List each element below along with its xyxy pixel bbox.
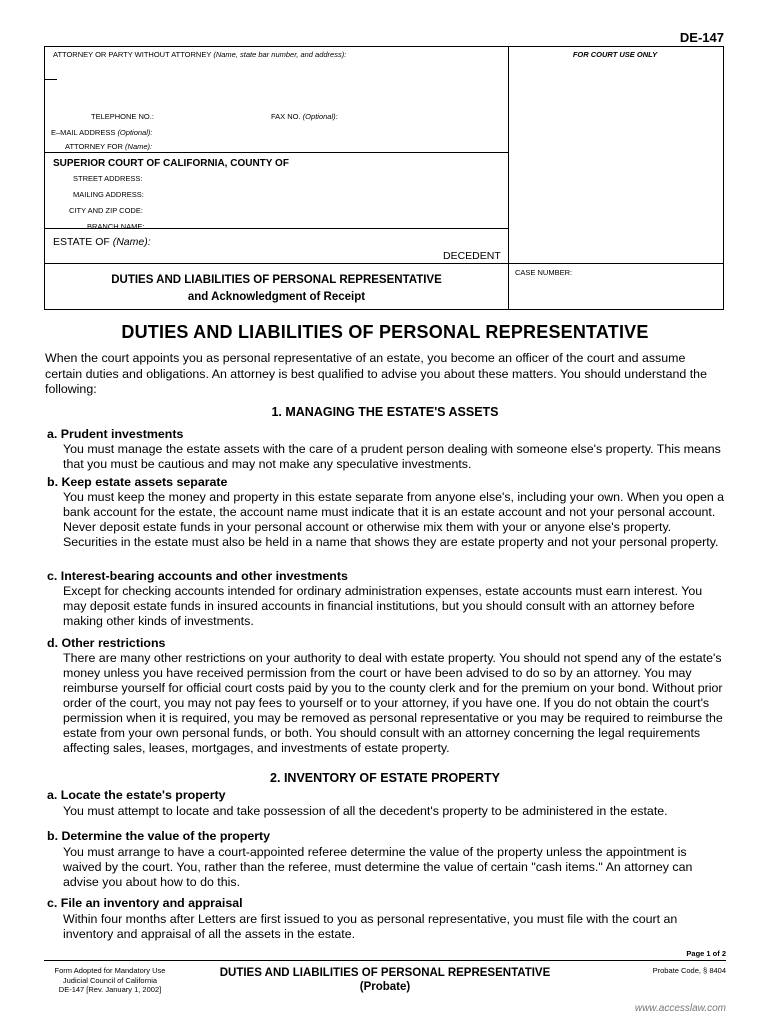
caption-divider-title — [45, 263, 723, 264]
court-use-label: FOR COURT USE ONLY — [572, 50, 658, 59]
item-1d-label: d. Other restrictions — [47, 636, 166, 650]
email-hint: (Optional): — [117, 128, 153, 137]
footer-adopted-2: Judicial Council of California — [62, 975, 158, 985]
caption-title — [45, 272, 508, 306]
section2-heading: 2. INVENTORY OF ESTATE PROPERTY — [270, 771, 500, 785]
footer-title — [190, 966, 580, 994]
footer-title-1: DUTIES AND LIABILITIES OF PERSONAL REPRESENTATIVE — [219, 967, 551, 979]
caption-divider-attorney — [45, 152, 508, 153]
item-2a-text: You must attempt to locate and take possession of all the decedent's property to be administered in the estate. — [63, 804, 668, 818]
section1-heading: 1. MANAGING THE ESTATE'S ASSETS — [271, 405, 499, 419]
case-number-label: CASE NUMBER: — [515, 268, 573, 277]
footer-adopted-1: Form Adopted for Mandatory Use — [54, 966, 166, 975]
item-1a-label: a. Prudent investments — [47, 427, 184, 441]
page-number: Page 1 of 2 — [686, 949, 726, 958]
caption-title-line1: DUTIES AND LIABILITIES OF PERSONAL REPRESENTATIVE — [111, 274, 442, 286]
attorney-for-hint: (Name): — [125, 142, 153, 151]
caption-title-line2: and Acknowledgment of Receipt — [187, 291, 366, 303]
item-1c-text: Except for checking accounts intended for ordinary administration expenses, estate accounts must earn interest. You may deposit estate funds in insured accounts in financial institutions, but you should consult with an attorney before making other kinds of investments. — [63, 584, 703, 628]
footer-code: Probate Code, § 8404 — [652, 966, 726, 975]
court-name: SUPERIOR COURT OF CALIFORNIA, COUNTY OF — [53, 158, 289, 169]
estate-of-label — [53, 236, 151, 248]
footer-adopted-3: DE-147 [Rev. January 1, 2002] — [58, 985, 162, 994]
fax-label — [271, 112, 338, 121]
footer-title-2: (Probate) — [359, 981, 411, 993]
item-1b-text: You must keep the money and property in this estate separate from anyone else's, including your own. When you open a bank account for the estate, the account name must indicate that it is an estate account and not your personal account. Never deposit estate funds in your personal account or otherwise mix them with your or anyone else's property. Securities in the estate must also be held in a name that shows they are estate property and not your personal property. — [63, 490, 725, 549]
caption-box — [44, 46, 724, 310]
item-2c-label: c. File an inventory and appraisal — [47, 896, 243, 910]
item-2b-label: b. Determine the value of the property — [47, 829, 271, 843]
attorney-label — [53, 50, 346, 59]
mailing-label: MAILING ADDRESS: — [73, 190, 144, 199]
item-2b-text: You must arrange to have a court-appointed referee determine the value of the property unless the appointment is waived by the court. You, rather than the referee, must determine the value of certain "cash items." An attorney can advise you about how to do this. — [63, 845, 693, 889]
attorney-for-text: ATTORNEY FOR — [65, 142, 123, 151]
intro-paragraph: When the court appoints you as personal representative of an estate, you become an officer of the court and assume certain duties and obligations. An attorney is best qualified to advise you about these matters. You should understand the following: — [45, 351, 707, 396]
footer-adoption — [40, 966, 180, 995]
branch-label: BRANCH NAME: — [87, 222, 145, 231]
page-title: DUTIES AND LIABILITIES OF PERSONAL REPRESENTATIVE — [121, 322, 649, 342]
item-1a-text: You must manage the estate assets with the care of a prudent person dealing with someone else's property. This means that you must be cautious and may not make any speculative investments. — [63, 442, 721, 471]
attorney-hint: (Name, state bar number, and address): — [213, 50, 347, 59]
attorney-dash — [45, 79, 57, 80]
attorney-for-label — [65, 142, 152, 151]
item-2a-label: a. Locate the estate's property — [47, 788, 226, 802]
item-1d-text: There are many other restrictions on your authority to deal with estate property. You should not spend any of the estate's money unless you have received permission from the court or have been advised to do so by an attorney. You may reimburse yourself for official court costs paid by you to the county clerk and for the premium on your bond. Without prior order of the court, you may not pay fees to yourself or to your attorney, if you have one. If you do not obtain the court's permission when it is required, you may be removed as personal representative or you may be required to reimburse the estate from your own personal funds, or both. You should consult with an attorney concerning the legal requirements affecting sales, leases, mortgages, and investments of estate property. — [63, 651, 723, 755]
attorney-label-text: ATTORNEY OR PARTY WITHOUT ATTORNEY — [53, 50, 212, 59]
caption-divider-vertical — [508, 47, 509, 310]
email-label-text: E–MAIL ADDRESS — [51, 128, 116, 137]
fax-label-text: FAX NO. — [271, 112, 301, 121]
item-1c-label: c. Interest-bearing accounts and other investments — [47, 569, 348, 583]
fax-hint: (Optional): — [302, 112, 338, 121]
item-1b-label: b. Keep estate assets separate — [47, 475, 228, 489]
city-label: CITY AND ZIP CODE: — [69, 206, 143, 215]
footer-rule — [44, 960, 726, 961]
form-number: DE-147 — [679, 30, 724, 45]
decedent-label: DECEDENT — [443, 250, 501, 262]
street-label: STREET ADDRESS: — [73, 174, 143, 183]
telephone-label: TELEPHONE NO.: — [91, 112, 154, 121]
email-label — [51, 128, 152, 137]
estate-hint: (Name): — [112, 236, 151, 248]
website-link[interactable]: www.accesslaw.com — [634, 1003, 726, 1014]
item-2c-text: Within four months after Letters are first issued to you as personal representative, you must file with the court an inventory and appraisal of all the assets in the estate. — [63, 912, 678, 941]
estate-of-text: ESTATE OF — [53, 236, 110, 248]
